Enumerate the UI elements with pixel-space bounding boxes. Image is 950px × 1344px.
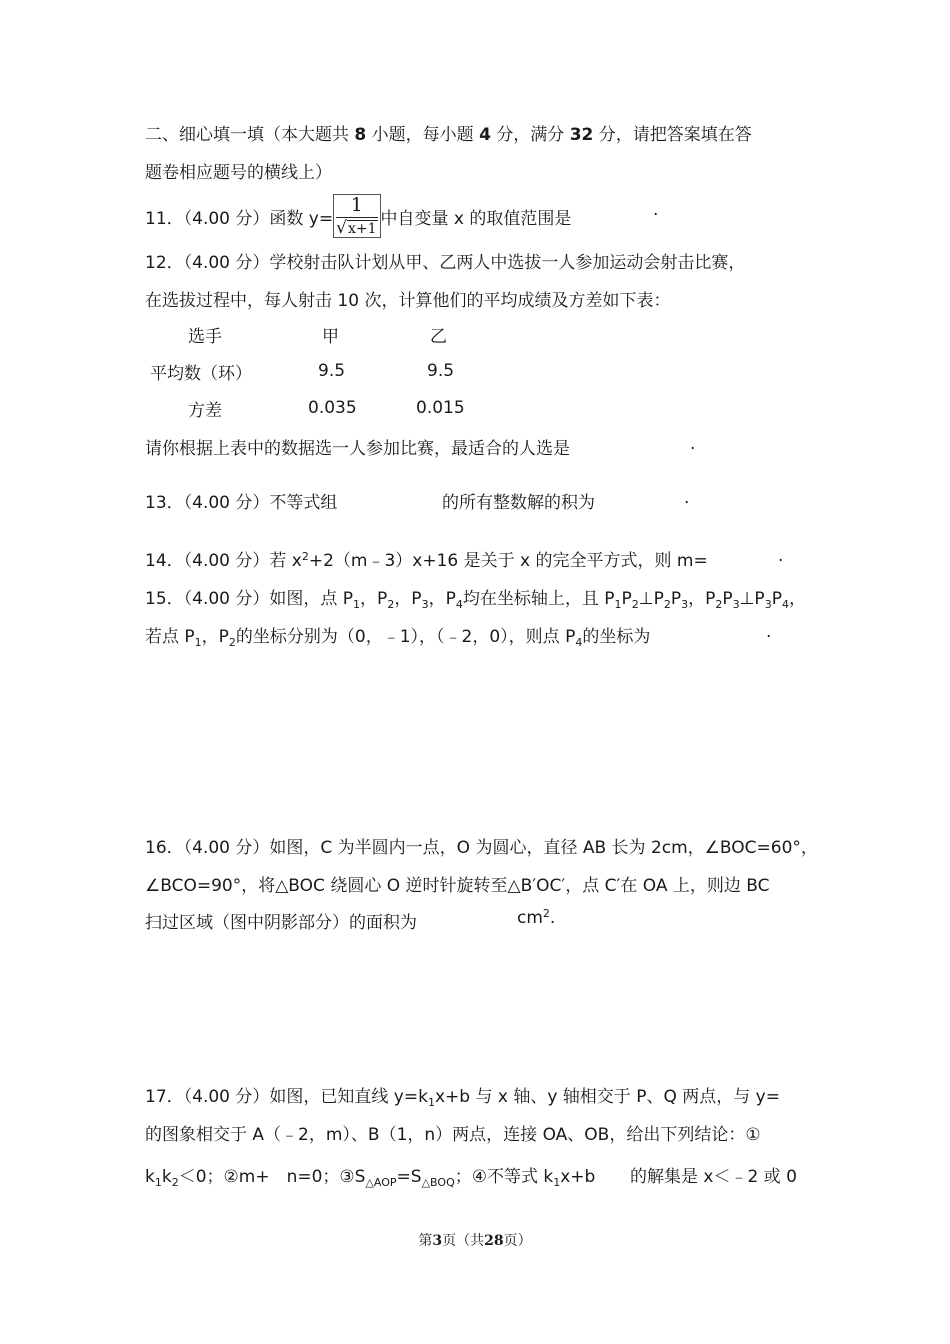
q15-text: P	[621, 589, 632, 609]
q15-text: 均在坐标轴上，且 P	[462, 589, 615, 609]
question-17-line2: 的图象相交于 A（﹣2，m）、B（1，n）两点，连接 OA、OB，给出下列结论：①	[145, 1125, 761, 1145]
table-cell-variance-jia: 0.035	[308, 398, 357, 418]
table-cell-mean-yi: 9.5	[427, 361, 455, 381]
question-15-line2	[145, 622, 650, 647]
question-14	[145, 546, 708, 571]
q15-subscript: 3	[764, 598, 772, 611]
q15-text: 15．（4.00 分）如图，点 P	[145, 589, 354, 609]
footer-text: 页（共	[442, 1233, 485, 1249]
q15-text: P	[771, 589, 782, 609]
question-16-line3: 扫过区域（图中阴影部分）的面积为	[145, 913, 417, 933]
q15-subscript: 3	[732, 598, 740, 611]
q13-period: .	[684, 488, 690, 508]
table-header-yi: 乙	[430, 327, 447, 347]
question-16-line1: 16．（4.00 分）如图，C 为半圆内一点，O 为圆心，直径 AB 长为 2cm，∠BOC=60°，	[145, 838, 818, 858]
q15-text: ，P	[201, 627, 229, 647]
q15-text: P	[670, 589, 682, 609]
fraction-denominator	[336, 217, 377, 237]
question-11	[145, 194, 572, 238]
heading-number: 32	[569, 125, 594, 145]
table-header-jia: 甲	[322, 327, 339, 347]
page-footer	[0, 1230, 950, 1250]
q11-prefix: 11．（4.00 分）函数 y=	[145, 209, 334, 229]
footer-total-pages: 28	[484, 1233, 504, 1249]
question-15-line1	[145, 584, 806, 609]
radicand: x+1	[347, 221, 377, 237]
q14-exponent: 2	[301, 550, 309, 563]
question-12-line1: 12．（4.00 分）学校射击队计划从甲、乙两人中选拔一人参加运动会射击比赛，	[145, 253, 746, 273]
question-16-line2: ∠BCO=90°，将△BOC 绕圆心 O 逆时针旋转至△B′OC′，点 C′在 OA 上，则边 BC	[145, 876, 770, 896]
q16-unit-text: cm	[517, 908, 543, 928]
heading-text: 二、细心填一填（本大题共	[145, 125, 349, 145]
q12-period: .	[690, 434, 696, 454]
q15-subscript: 2	[715, 598, 723, 611]
q15-subscript: 4	[455, 598, 463, 611]
q15-period: .	[766, 622, 772, 642]
section-heading-line2: 题卷相应题号的横线上）	[145, 163, 332, 183]
q15-subscript: 2	[228, 636, 236, 649]
sqrt-icon: √	[336, 218, 347, 238]
question-17-line1	[145, 1082, 780, 1107]
q17-subscript: △BOQ	[421, 1176, 455, 1189]
q15-text: ，	[788, 589, 806, 609]
q17-text: =S	[396, 1167, 422, 1187]
question-17-line3	[145, 1162, 595, 1187]
q17-subscript: 1	[553, 1176, 561, 1189]
q15-subscript: 2	[663, 598, 671, 611]
q15-text: ，P	[394, 589, 422, 609]
q15-text: ，P	[428, 589, 456, 609]
fraction-numerator: 1	[350, 194, 363, 216]
q17-text: x+b	[560, 1167, 596, 1187]
q15-text: ，P	[688, 589, 716, 609]
footer-page-number: 3	[432, 1233, 443, 1249]
q15-text: ⊥P	[739, 589, 765, 609]
table-row-label-mean: 平均数（环）	[150, 364, 252, 384]
q15-text: P	[722, 589, 733, 609]
q17-text: k	[145, 1167, 155, 1187]
q14-period: .	[778, 546, 784, 566]
q17-text: k	[161, 1167, 172, 1187]
q16-unit-exponent: 2	[542, 907, 550, 920]
q15-text: 的坐标分别为（0，﹣1），（﹣2，0），则点 P	[235, 627, 576, 647]
section-heading-line1	[145, 120, 752, 145]
q15-text: ⊥P	[638, 589, 664, 609]
question-13-suffix: 的所有整数解的积为	[442, 493, 595, 513]
heading-text: 小题，每小题	[371, 125, 474, 145]
q14-text: 14．（4.00 分）若 x	[145, 551, 302, 571]
q16-unit	[517, 908, 555, 928]
question-12-line3: 请你根据上表中的数据选一人参加比赛，最适合的人选是	[145, 439, 570, 459]
q15-subscript: 1	[194, 636, 202, 649]
table-cell-variance-yi: 0.015	[416, 398, 465, 418]
heading-text: 分，满分	[496, 125, 565, 145]
heading-number: 4	[479, 125, 491, 145]
q15-subscript: 4	[781, 598, 789, 611]
q15-text: ，P	[360, 589, 388, 609]
fraction-box	[333, 194, 380, 238]
table-row-label-variance: 方差	[188, 401, 222, 421]
table-cell-mean-jia: 9.5	[318, 361, 346, 381]
q15-subscript: 3	[681, 598, 689, 611]
q15-subscript: 2	[631, 598, 639, 611]
table-header-player: 选手	[188, 327, 222, 347]
question-17-line3-end: 的解集是 x＜﹣2 或 0	[630, 1167, 797, 1187]
q15-subscript: 2	[387, 598, 395, 611]
footer-text: 页）	[503, 1233, 532, 1249]
heading-number: 8	[354, 125, 367, 145]
q17-text: x+b 与 x 轴、y 轴相交于 P、Q 两点，与 y=	[434, 1087, 780, 1107]
q16-period: .	[549, 908, 556, 928]
q15-text: 的坐标为	[582, 627, 651, 647]
q17-subscript: 1	[427, 1096, 435, 1109]
question-12-line2: 在选拔过程中，每人射击 10 次，计算他们的平均成绩及方差如下表：	[145, 291, 671, 311]
q15-subscript: 3	[421, 598, 429, 611]
q17-text: ；④不等式 k	[454, 1167, 554, 1187]
heading-text: 分，请把答案填在答	[598, 125, 752, 145]
q15-subscript: 1	[614, 598, 622, 611]
q17-text: 17．（4.00 分）如图，已知直线 y=k	[145, 1087, 428, 1107]
q14-text: +2（m﹣3）x+16 是关于 x 的完全平方式，则 m=	[308, 551, 708, 571]
q15-text: 若点 P	[145, 627, 195, 647]
q17-text: ＜0；②m+ n=0；③S	[178, 1167, 366, 1187]
q11-suffix: 中自变量 x 的取值范围是	[380, 209, 572, 229]
footer-text: 第	[418, 1233, 433, 1249]
q15-subscript: 1	[353, 598, 361, 611]
q17-subscript: 2	[171, 1176, 179, 1189]
q15-subscript: 4	[575, 636, 583, 649]
question-13-prefix: 13．（4.00 分）不等式组	[145, 493, 338, 513]
q11-period: .	[653, 200, 659, 220]
q17-subscript: △AOP	[365, 1176, 397, 1189]
q17-subscript: 1	[154, 1176, 162, 1189]
